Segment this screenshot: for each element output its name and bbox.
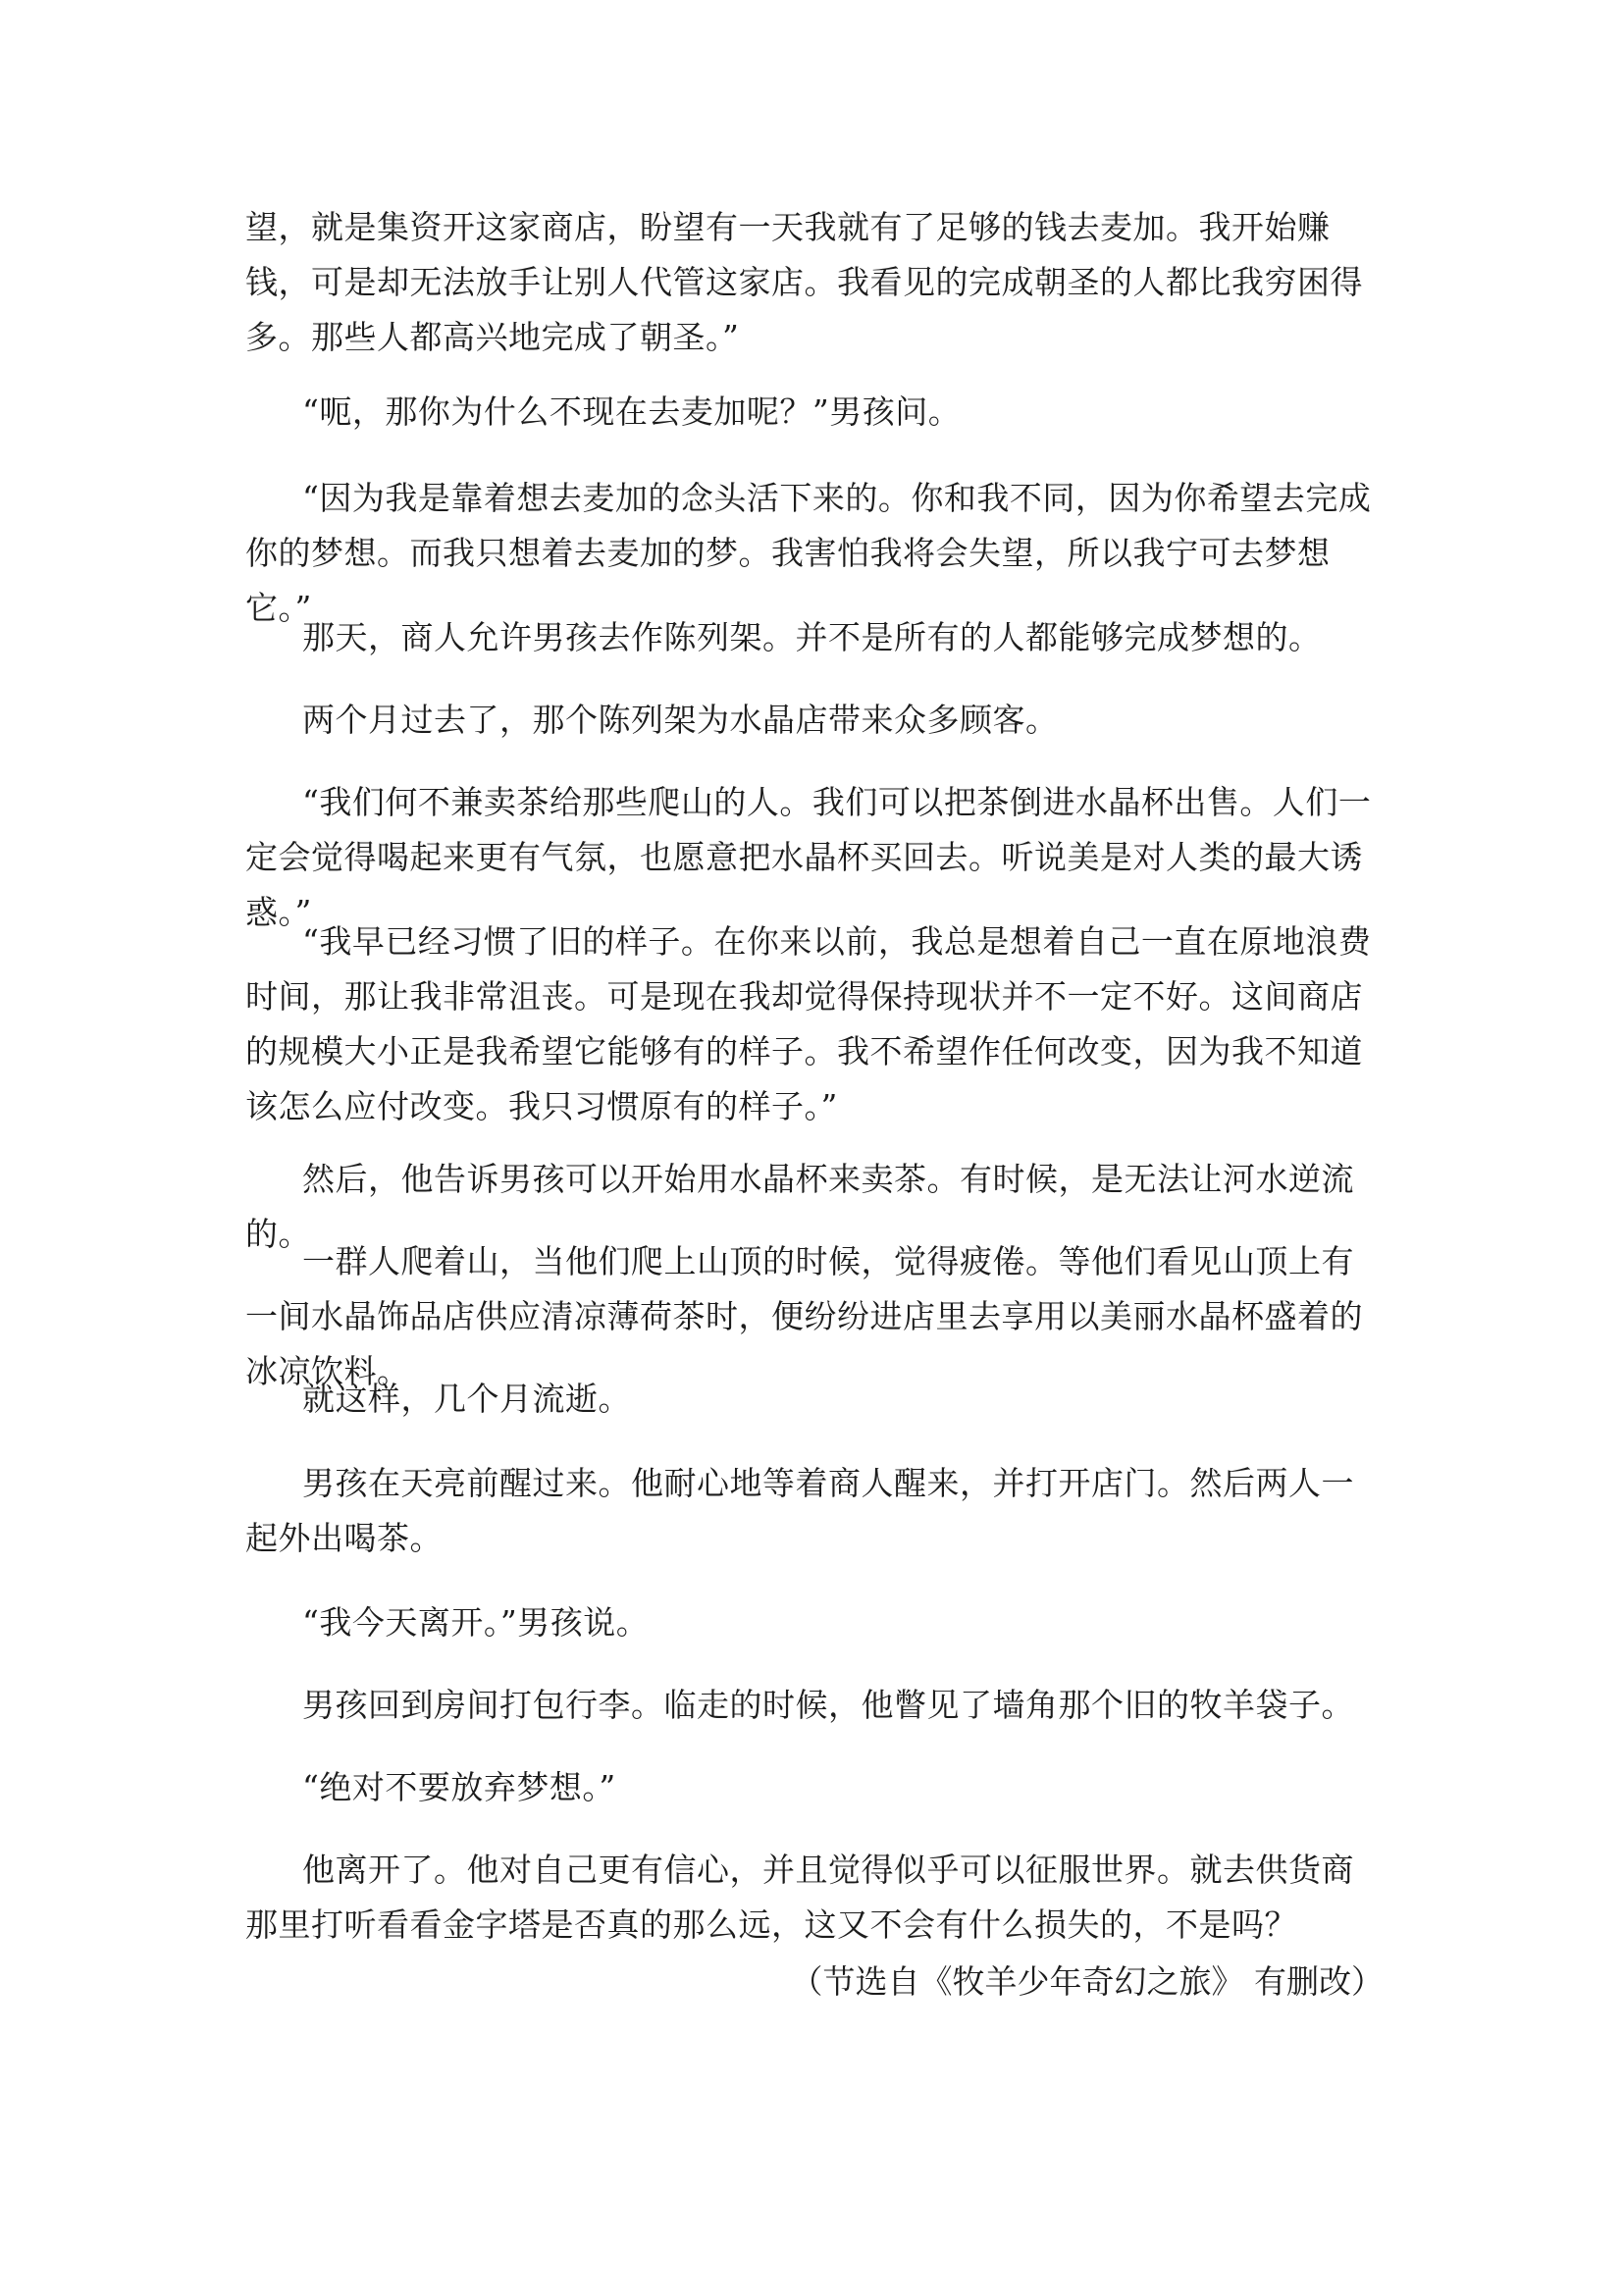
paragraph-dialogue: “呃，那你为什么不现在去麦加呢？”男孩问。 (302, 392, 962, 431)
paragraph-dialogue: “我们何不兼卖茶给那些爬山的人。我们可以把茶倒进水晶杯出售。人们一定会觉得喝起来更有气氛，也愿意把水晶杯买回去。听说美是对人类的最大诱惑。” (245, 783, 1372, 931)
paragraph-dialogue: “因为我是靠着想去麦加的念头活下来的。你和我不同，因为你希望去完成你的梦想。而我只想着去麦加的梦。我害怕我将会失望，所以我宁可去梦想它。” (245, 479, 1372, 627)
paragraph-narration: 那天，商人允许男孩去作陈列架。并不是所有的人都能够完成梦想的。 (302, 618, 1322, 656)
paragraph-narration: 一群人爬着山，当他们爬上山顶的时候，觉得疲倦。等他们看见山顶上有一间水晶饰品店供应清凉薄荷茶时，便纷纷进店里去享用以美丽水晶杯盛着的冰凉饮料。 (245, 1242, 1363, 1390)
paragraph-narration: 男孩回到房间打包行李。临走的时候，他瞥见了墙角那个旧的牧羊袋子。 (302, 1686, 1354, 1724)
paragraph-dialogue: “绝对不要放弃梦想。” (302, 1768, 616, 1806)
paragraph-dialogue: “我早已经习惯了旧的样子。在你来以前，我总是想着自己一直在原地浪费时间，那让我非常沮丧。可是现在我却觉得保持现状并不一定不好。这间商店的规模大小正是我希望它能够有的样子。我不希望作任何改变，因为我不知道该怎么应付改变。我只习惯原有的样子。” (245, 922, 1372, 1125)
source-note: （节选自《牧羊少年奇幻之旅》 有删改） (790, 1962, 1384, 2001)
paragraph-narration: 然后，他告诉男孩可以开始用水晶杯来卖茶。有时候，是无法让河水逆流的。 (245, 1160, 1354, 1253)
paragraph-narration: 他离开了。他对自己更有信心，并且觉得似乎可以征服世界。就去供货商那里打听看看金字塔是否真的那么远，这又不会有什么损失的，不是吗？ (245, 1851, 1354, 1944)
paragraph-narration: 两个月过去了，那个陈列架为水晶店带来众多顾客。 (302, 701, 1059, 739)
paragraph-narration: 就这样，几个月流逝。 (302, 1380, 631, 1418)
paragraph-continuation: 望，就是集资开这家商店，盼望有一天我就有了足够的钱去麦加。我开始赚钱，可是却无法放手让别人代管这家店。我看见的完成朝圣的人都比我穷困得多。那些人都高兴地完成了朝圣。” (245, 208, 1363, 356)
paragraph-narration: 男孩在天亮前醒过来。他耐心地等着商人醒来，并打开店门。然后两人一起外出喝茶。 (245, 1464, 1354, 1557)
paragraph-dialogue: “我今天离开。”男孩说。 (302, 1603, 650, 1642)
